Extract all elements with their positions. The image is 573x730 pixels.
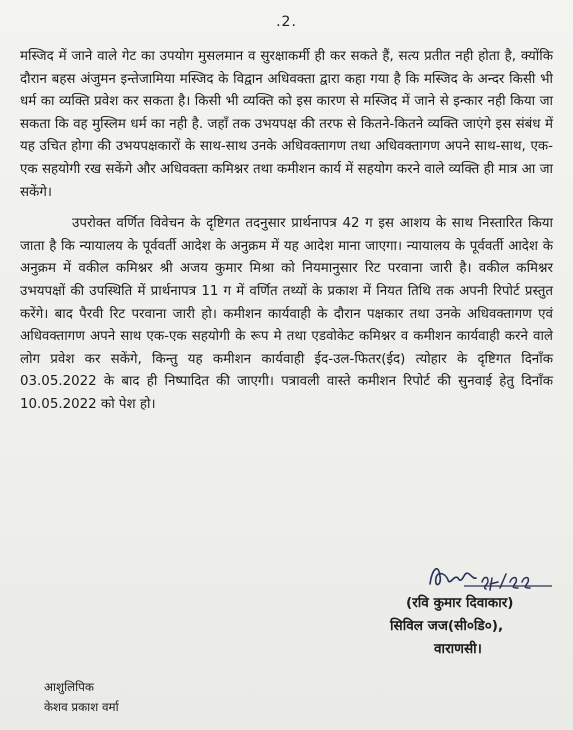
court-place: वाराणसी।: [434, 641, 482, 657]
signature-block: [388, 592, 568, 661]
paragraph-2: उपरोक्त वर्णित विवेचन के दृष्टिगत तदनुसार प्रार्थनापत्र 42 ग इस आशय के साथ निस्तारित किया जाता है कि न्यायालय के पूर्ववर्ती आदेश के अनुक्रम में यह आदेश माना जाएगा। न्यायालय के पूर्ववर्ती आदेश के अनुक्रम में वकील कमिश्नर श्री अजय कुमार मिश्रा को नियमानुसार रिट परवाना जारी है। वकील कमिश्नर उभयपक्षों की उपस्थिति में प्रार्थनापत्र 11 ग में वर्णित तथ्यों के प्रकाश में नियत तिथि तक अपनी रिपोर्ट प्रस्तुत करेंगे। बाद पैरवी रिट परवाना जारी हो। कमीशन कार्यवाही के दौरान पक्षकार तथा उनके अधिवक्तागण एवं अधिवक्तागण अपने साथ एक-एक सहयोगी के रूप मे तथा एडवोकेट कमिश्नर व कमीशन कार्यवाही करने वाले लोग प्रवेश कर सकेंगे, किन्तु यह कमीशन कार्यवाही ईद-उल-फितर(ईद) त्योहार के दृष्टिगत दिनॉंक 03.05.2022 के बाद ही निष्पादित की जाएगी। पत्रावली वास्ते कमीशन रिपोर्ट की सुनवाई हेतु दिनॉंक 10.05.2022 को पेश हो।: [20, 216, 553, 412]
page-number: .2.: [276, 14, 297, 30]
stenographer-block: [44, 677, 119, 717]
order-body: [20, 46, 553, 417]
handwritten-signature: [424, 556, 554, 596]
judge-designation: सिविल जज(सी०डि०),: [390, 618, 504, 634]
stenographer-title: आशुलिपिक: [44, 680, 94, 694]
stenographer-name: केशव प्रकाश वर्मा: [44, 700, 119, 714]
judge-name: (रवि कुमार दिवाकार): [406, 595, 514, 611]
paragraph-1: मस्जिद में जाने वाले गेट का उपयोग मुसलमान व सुरक्षाकर्मी ही कर सकते हैं, सत्य प्रतीत नही होता है, क्योंकि दौरान बहस अंजुमन इन्तेजामिया मस्जिद के विद्वान अधिवक्ता द्वारा कहा गया है कि मस्जिद के अन्दर किसी भी धर्म का व्यक्ति प्रवेश कर सकता है। किसी भी व्यक्ति को इस कारण से मस्जिद में जाने से इन्कार नही किया जा सकता कि वह मुस्लिम धर्म का नही है. जहॉं तक उभयपक्ष की तरफ से कितने-कितने व्यक्ति जाएंगे इस संबंध में यह उचित होगा की उभयपक्षकारों के साथ-साथ उनके अधिवक्तागण तथा अधिवक्तागण अपने साथ-साथ, एक-एक सहयोगी रख सकेंगे और अधिवक्ता कमिश्नर तथा कमीशन कार्य में सहयोग करने वाले व्यक्ति ही मात्र आ जा सकेंगे।: [20, 49, 553, 200]
